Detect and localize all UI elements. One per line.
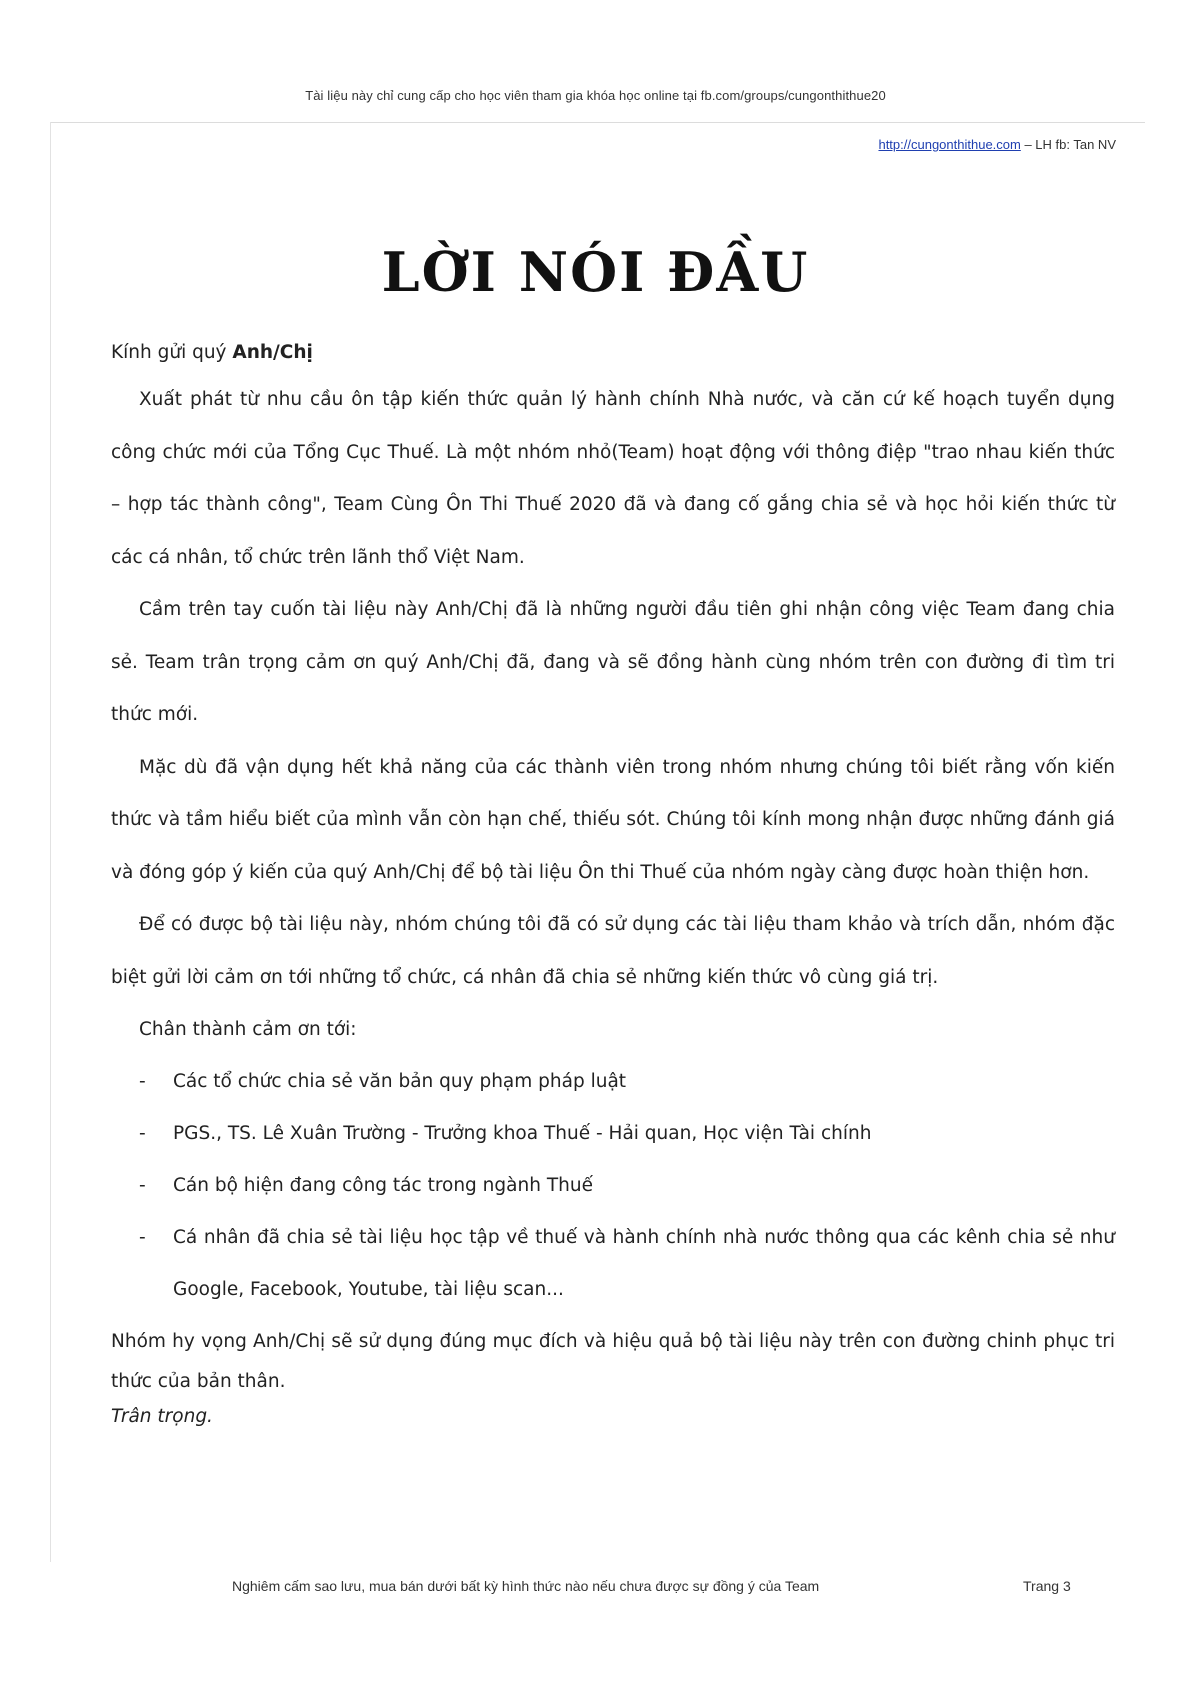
header-site-line bbox=[878, 137, 1116, 152]
page-number: Trang 3 bbox=[1023, 1578, 1071, 1594]
signoff: Trân trọng. bbox=[111, 1406, 213, 1427]
thanks-list bbox=[111, 1056, 1115, 1316]
page-left-border bbox=[50, 122, 51, 1562]
paragraph: Xuất phát từ nhu cầu ôn tập kiến thức quản lý hành chính Nhà nước, và căn cứ kế hoạch tuyển dụng công chức mới của Tổng Cục Thuế. Là một nhóm nhỏ(Team) hoạt động với thông điệp "trao nhau kiến thức – hợp tác thành công", Team Cùng Ôn Thi Thuế 2020 đã và đang cố gắng chia sẻ và học hỏi kiến thức từ các cá nhân, tổ chức trên lãnh thổ Việt Nam. bbox=[111, 389, 1115, 568]
list-item-text: Các tổ chức chia sẻ văn bản quy phạm pháp luật bbox=[173, 1071, 627, 1092]
header-note: Tài liệu này chỉ cung cấp cho học viên tham gia khóa học online tại fb.com/groups/cungonthithue20 bbox=[305, 88, 886, 103]
bullet-dash: - bbox=[139, 1071, 146, 1092]
page-title: LỜI NÓI ĐẦU bbox=[381, 240, 810, 304]
list-item-text: Cá nhân đã chia sẻ tài liệu học tập về thuế và hành chính nhà nước thông qua các kênh chia sẻ như Google, Facebook, Youtube, tài liệu scan... bbox=[173, 1227, 1115, 1300]
footer-note: Nghiêm cấm sao lưu, mua bán dưới bất kỳ hình thức nào nếu chưa được sự đồng ý của Team bbox=[232, 1578, 820, 1594]
paragraph: Mặc dù đã vận dụng hết khả năng của các thành viên trong nhóm nhưng chúng tôi biết rằng vốn kiến thức và tầm hiểu biết của mình vẫn còn hạn chế, thiếu sót. Chúng tôi kính mong nhận được những đánh giá và đóng góp ý kiến của quý Anh/Chị để bộ tài liệu Ôn thi Thuế của nhóm ngày càng được hoàn thiện hơn. bbox=[111, 756, 1115, 883]
thanks-intro: Chân thành cảm ơn tới: bbox=[139, 1019, 357, 1040]
list-item bbox=[111, 1212, 1115, 1316]
salutation bbox=[111, 336, 1115, 370]
contact-text: – LH fb: Tan NV bbox=[1020, 137, 1116, 152]
bullet-dash: - bbox=[139, 1175, 146, 1196]
list-item bbox=[111, 1056, 1115, 1108]
header-divider bbox=[50, 122, 1145, 123]
list-item-text: PGS., TS. Lê Xuân Trường - Trưởng khoa Thuế - Hải quan, Học viện Tài chính bbox=[173, 1123, 872, 1144]
closing-paragraph: Nhóm hy vọng Anh/Chị sẽ sử dụng đúng mục đích và hiệu quả bộ tài liệu này trên con đường chinh phục tri thức của bản thân. bbox=[111, 1331, 1115, 1392]
list-item bbox=[111, 1160, 1115, 1212]
paragraph: Để có được bộ tài liệu này, nhóm chúng tôi đã có sử dụng các tài liệu tham khảo và trích dẫn, nhóm đặc biệt gửi lời cảm ơn tới những tổ chức, cá nhân đã chia sẻ những kiến thức vô cùng giá trị. bbox=[111, 914, 1115, 988]
list-item-text: Cán bộ hiện đang công tác trong ngành Thuế bbox=[173, 1175, 593, 1196]
website-link[interactable]: http://cungonthithue.com bbox=[878, 137, 1021, 152]
salutation-name: Anh/Chị bbox=[232, 342, 313, 363]
paragraph: Cầm trên tay cuốn tài liệu này Anh/Chị đã là những người đầu tiên ghi nhận công việc Team đang chia sẻ. Team trân trọng cảm ơn quý Anh/Chị đã, đang và sẽ đồng hành cùng nhóm trên con đường đi tìm tri thức mới. bbox=[111, 599, 1115, 725]
salutation-prefix: Kính gửi quý bbox=[111, 342, 233, 363]
bullet-dash: - bbox=[139, 1227, 146, 1248]
list-item bbox=[111, 1108, 1115, 1160]
bullet-dash: - bbox=[139, 1123, 146, 1144]
document-body bbox=[111, 336, 1115, 1434]
